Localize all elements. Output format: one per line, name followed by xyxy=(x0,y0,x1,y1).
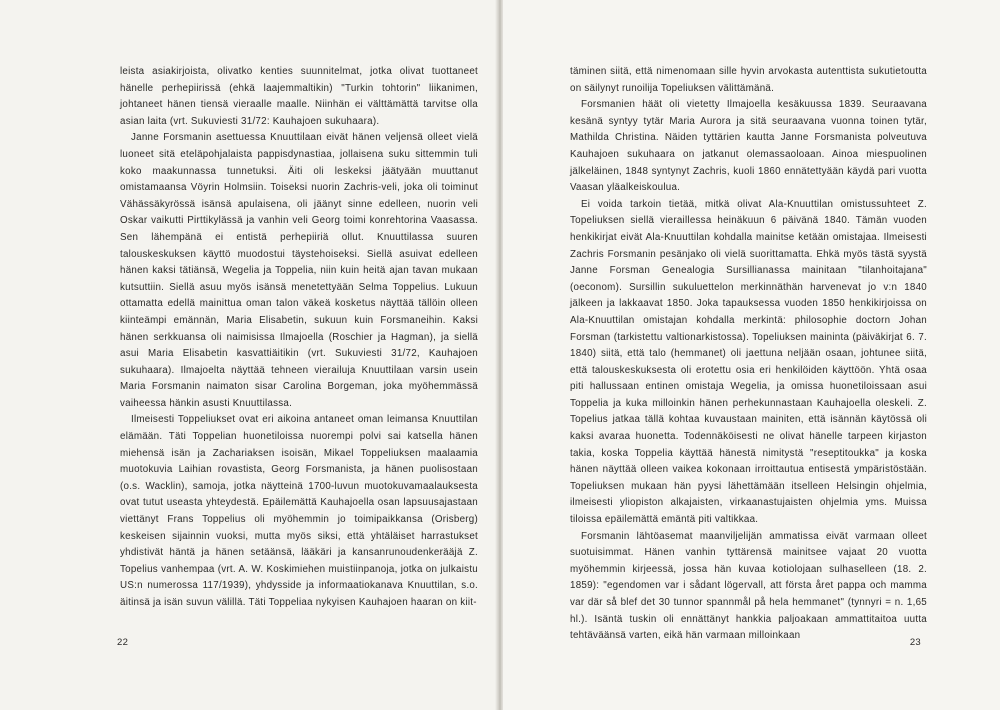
paragraph: Forsmanien häät oli vietetty Ilmajoella kesäkuussa 1839. Seuraavana kesänä syntyy tytär Maria Aurora ja sitä seuraavana vuonna toinen tytär, Mathilda Christina. Näiden tyttärien kautta Janne Forsmanista polveutuva Kauhajoen sukuhaara on jatkanut olemassaoloaan. Ainoa miespuolinen jälkeläinen, 1848 syntynyt Zachris, kuoli 1860 ennätettyään käydä pari vuotta Vaasan yläalkeiskoulua. xyxy=(570,99,927,194)
right-page xyxy=(503,0,1000,710)
paragraph: Ei voida tarkoin tietää, mitkä olivat Ala-Knuuttilan omistussuhteet Z. Topeliuksen siellä vieraillessa heinäkuun 6 päivänä 1840. Tämän vuoden henkikirjat eivät Ala-Knuuttilan kohdalla mainitse ketään omistajaa. Ilmeisesti Zachris Forsmanin pesänjako oli vielä suorittamatta. Ehkä myös tästä syystä Janne Forsman Genealogia Sursillianassa mainitaan "tilanhoitajana" (oeconom). Sursillin sukuluettelon merkinnäthän harvenevat jo v:n 1840 jälkeen ja lakkaavat 1850. Joka tapauksessa vuoden 1850 henkikirjoissa on Ala-Knuuttilan omistajan kohdalla merkintä: philosophie doctorn Johan Forsman (tarkistettu valtionarkistossa). Topeliuksen maininta (päiväkirjat 6. 7. 1840) siitä, että talo (hemmanet) oli jaettuna neljään osaan, johtunee siitä, että talouskeskuksesta oli erotettu osia eri henkilöiden käyttöön. Yhtä osaa piti hallussaan entinen omistaja Wegelia, ja omissa huonetiloissaan asui Toppelia ja kuka milloinkin hänen perhekunnastaan Kauhajoella oleskeli. Z. Topelius jatkaa tällä kohtaa kuvaustaan mainiten, että isännän käytössä oli kaksi avaraa huonetta. Todennäköisesti ne olivat hänelle tarpeen kirjaston takia, koska Toppelia käyttää hänestä nimitystä "reseptitoukka" ja koska hänen näyttää olleen vaikea kokonaan irroittautua entisestä ympäristöstään. Topeliuksen mukaan hän pyysi lähettämään itselleen Helsingin ohjelmia, ilmeisesti yliopiston alkajaisten, virkaanastujaisten ohjelmia yms. Muissa tiloissa epäilemättä emäntä piti valtikkaa. xyxy=(570,198,927,526)
paragraph: Janne Forsmanin asettuessa Knuuttilaan eivät hänen veljensä olleet vielä luoneet sitä eteläpohjalaista pappisdynastiaa, jollaisena suku sittemmin tuli koko maakunnassa tunnetuksi. Äiti oli leskeksi jäätyään muuttanut omistamaansa Vöyrin Holmsiin. Toiseksi nuorin Zachris-veli, joka oli toiminut Vähässäkyrössä isänsä apulaisena, oli jäänyt sinne edelleen, nuorin veli Oskar vaikutti Pirttikylässä ja vanhin veli Georg toimi konrehtorina Vaasassa. Sen lähempänä ei entistä perhepiiriä ollut. Knuuttilassa suuren talouskeskuksen käyttö muodostui täystehoiseksi. Siellä asuivat edelleen hänen kaksi tätiänsä, Wegelia ja Toppelia, niin kuin heitä ajan tavan mukaan kutsuttiin. Siellä asuu myös isänsä menetettyään Selma Toppelius. Lukuun ottamatta edellä mainittua oman talon väkeä kosketus näyttää tällöin olleen kiinteämpi emännän, Maria Elisabetin, sukuun kuin Forsmaneihin. Kaksi hänen serkkuansa oli naimisissa Ilmajoella (Roschier ja Hagman), ja siellä asui Maria Elisabetin kasvattiäitikin (vrt. Sukuviesti 31/72, Kauhajoen sukuhaara). Ilmajoelta näyttää tehneen vierailuja Knuuttilaan varsin usein Maria Forsmanin naimaton sisar Carolina Borgeman, joka myöhemmässä vaiheessa hänkin asusti Knuuttilassa. xyxy=(120,132,478,409)
paragraph: täminen siitä, että nimenomaan sille hyvin arvokasta autenttista sukutietoutta on säilynyt runoilija Topeliuksen välittämänä. xyxy=(570,66,927,94)
page-number: 23 xyxy=(909,637,921,648)
right-page-body xyxy=(570,64,927,645)
paragraph: Forsmanin lähtöasemat maanviljelijän ammatissa eivät varmaan olleet suotuisimmat. Hänen vanhin tyttärensä mainitsee vajaat 20 vuotta myöhemmin kirjeessä, jossa hän kuvaa kotiolojaan sulhaselleen (18. 2. 1859): "egendomen var i sådant lögervall, att första året pappa och mamma var där så blef det 30 tunnor spannmål på hela hemmanet" (tynnyri = n. 1,65 hl.). Isäntä tuskin oli ennättänyt hankkia paljoakaan ammattitaitoa uutta tehtäväänsä varten, eikä hän varmaan milloinkaan xyxy=(570,530,927,642)
left-page xyxy=(0,0,497,710)
page-number: 22 xyxy=(117,637,129,648)
paragraph: leista asiakirjoista, olivatko kenties suunnitelmat, jotka olivat tuottaneet hänelle perhepiirissä (ehkä laajemmaltikin) "Turkin tohtorin" liikanimen, johtaneet hänen tiensä vieraalle maalle. Niinhän ei välttämättä tarvitse olla asian laita (vrt. Sukuviesti 31/72: Kauhajoen sukuhaara). xyxy=(120,66,478,127)
paragraph: Ilmeisesti Toppeliukset ovat eri aikoina antaneet oman leimansa Knuuttilan elämään. Täti Toppelian huonetiloissa nuorempi polvi sai katsella hänen miehensä isän ja Zachariaksen isoisän, Mikael Toppeliuksen maalaamia muotokuvia Laihian rovastista, Georg Forsmanista, ja hänen puolisostaan (o.s. Wacklin), samoja, jotka näytteinä 1700-luvun muotokuvamaalauksesta ovat tutut useasta yhteydestä. Epäilemättä Kauhajoella osan lapsuusajastaan viettänyt Frans Toppelius oli myöhemmin jo toimipaikkansa (Orisberg) keskeisen sijainnin vuoksi, mutta myös siksi, että yhtäläiset harrastukset yhdistivät häntä ja hänen setäänsä, lääkäri ja kansanrunoudenkerääjä Z. Topelius vanhempaa (vrt. A. W. Koskimiehen muistiinpanoja, jotka on julkaistu US:n numerossa 117/1939), yhdysside ja informaatiokanava Knuuttilan, s.o. äitinsä ja isän suvun välillä. Täti Toppeliaa nykyisen Kauhajoen haaran on kiit- xyxy=(120,414,478,608)
left-page-body xyxy=(120,64,478,612)
